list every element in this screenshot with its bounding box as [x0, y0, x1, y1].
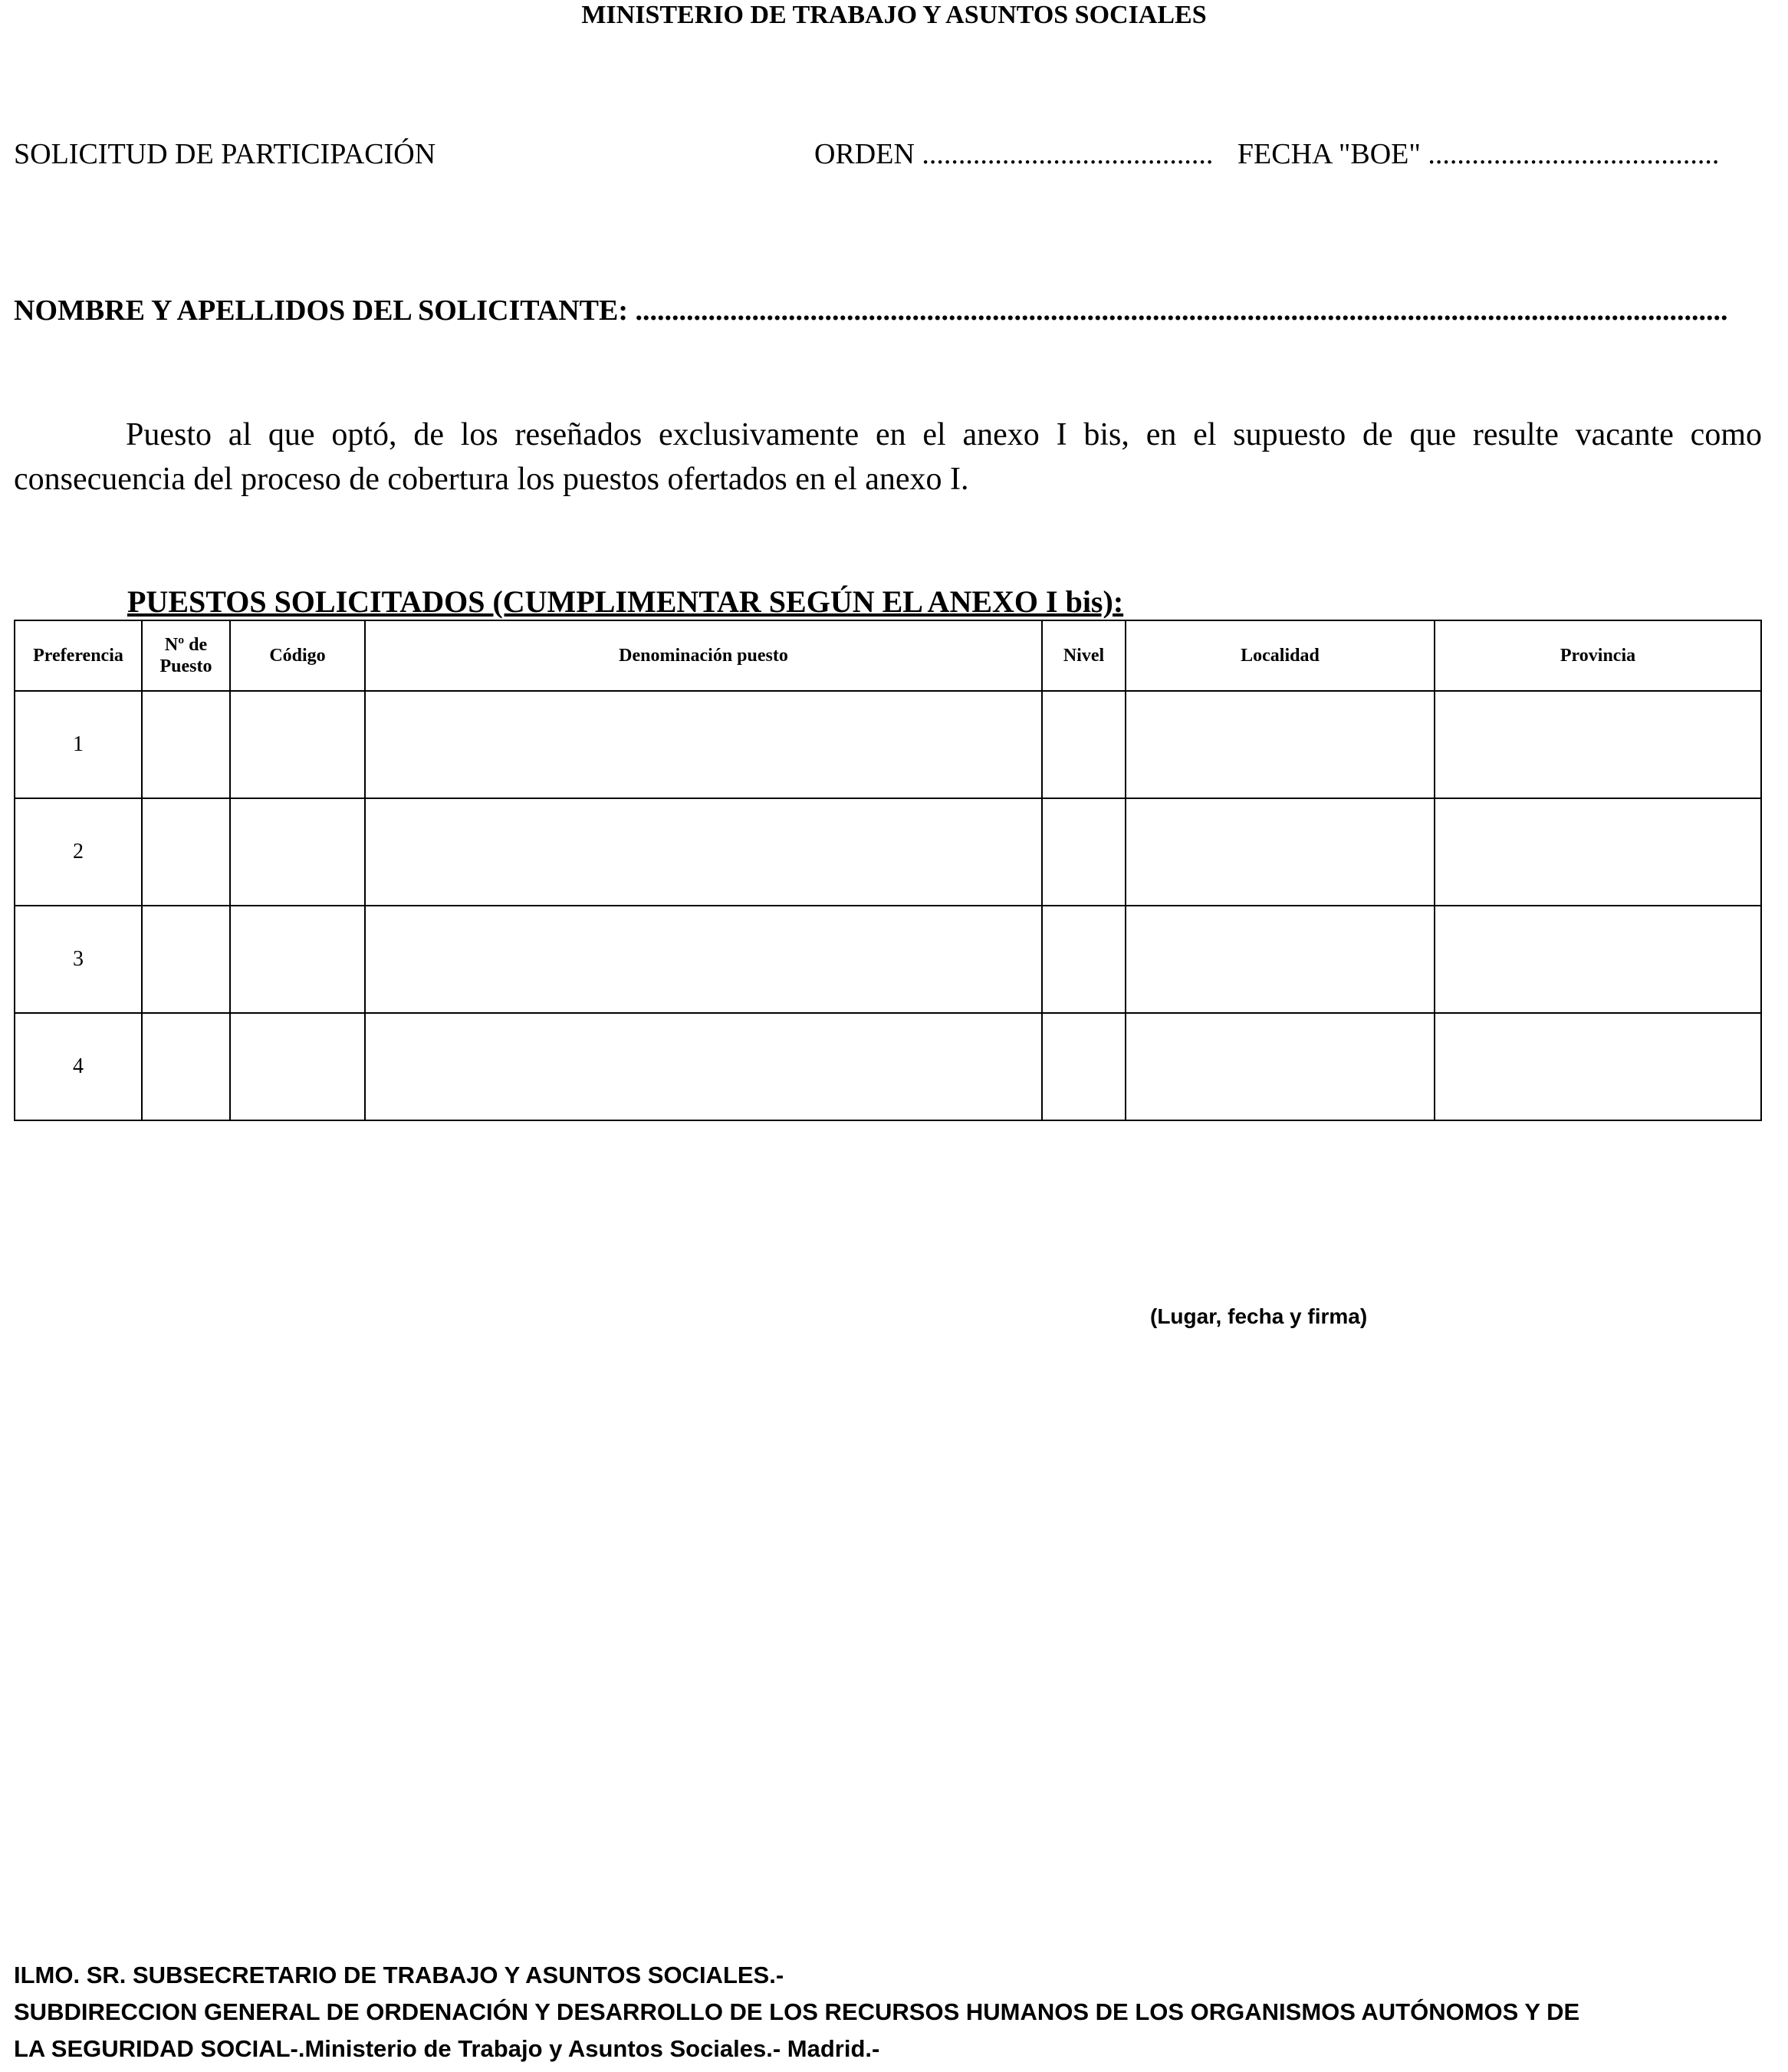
applicant-name-field[interactable]: ...................................................................................................................................................... — [635, 294, 1728, 327]
request-label: SOLICITUD DE PARTICIPACIÓN — [14, 138, 436, 170]
orden-field[interactable]: ........................................ — [922, 138, 1214, 170]
localidad-cell[interactable] — [1126, 906, 1435, 1013]
header-preferencia: Preferencia — [15, 620, 142, 691]
codigo-cell[interactable] — [230, 1013, 365, 1120]
localidad-cell[interactable] — [1126, 1013, 1435, 1120]
preferencia-cell: 4 — [15, 1013, 142, 1120]
header-num-puesto — [142, 620, 230, 691]
localidad-cell[interactable] — [1126, 691, 1435, 798]
table-row — [15, 798, 1761, 906]
header-provincia: Provincia — [1435, 620, 1761, 691]
footer-line-2: SUBDIRECCION GENERAL DE ORDENACIÓN Y DESARROLLO DE LOS RECURSOS HUMANOS DE LOS ORGANISMOS AUTÓNOMOS Y DE — [14, 1998, 1580, 2025]
orden-label: ORDEN — [814, 138, 915, 170]
table-header-row — [15, 620, 1761, 691]
header-num-puesto-line1: Nº de — [164, 635, 208, 655]
num-puesto-cell[interactable] — [142, 691, 230, 798]
header-num-puesto-line2: Puesto — [159, 656, 212, 676]
nivel-cell[interactable] — [1042, 1013, 1126, 1120]
table-row — [15, 691, 1761, 798]
preferencia-cell: 2 — [15, 798, 142, 906]
nivel-cell[interactable] — [1042, 691, 1126, 798]
denominacion-cell[interactable] — [365, 1013, 1042, 1120]
codigo-cell[interactable] — [230, 691, 365, 798]
fecha-boe-label: FECHA "BOE" — [1237, 138, 1421, 170]
header-nivel: Nivel — [1042, 620, 1126, 691]
nivel-cell[interactable] — [1042, 906, 1126, 1013]
table-row — [15, 906, 1761, 1013]
header-localidad: Localidad — [1126, 620, 1435, 691]
denominacion-cell[interactable] — [365, 906, 1042, 1013]
footer-line-3: LA SEGURIDAD SOCIAL-.Ministerio de Trabajo y Asuntos Sociales.- Madrid.- — [14, 2035, 880, 2062]
fecha-boe-field[interactable]: ........................................ — [1428, 138, 1720, 170]
num-puesto-cell[interactable] — [142, 798, 230, 906]
preferencia-cell: 3 — [15, 906, 142, 1013]
provincia-cell[interactable] — [1435, 691, 1761, 798]
header-denominacion: Denominación puesto — [365, 620, 1042, 691]
positions-table — [14, 620, 1762, 1121]
header-codigo: Código — [230, 620, 365, 691]
applicant-name-line — [14, 293, 1728, 328]
codigo-cell[interactable] — [230, 798, 365, 906]
provincia-cell[interactable] — [1435, 906, 1761, 1013]
localidad-cell[interactable] — [1126, 798, 1435, 906]
applicant-name-label: NOMBRE Y APELLIDOS DEL SOLICITANTE: — [14, 294, 628, 327]
nivel-cell[interactable] — [1042, 798, 1126, 906]
provincia-cell[interactable] — [1435, 798, 1761, 906]
table-row — [15, 1013, 1761, 1120]
orden-fecha-line — [814, 136, 1719, 172]
num-puesto-cell[interactable] — [142, 1013, 230, 1120]
page-title: MINISTERIO DE TRABAJO Y ASUNTOS SOCIALES — [581, 1, 1207, 29]
preferencia-cell: 1 — [15, 691, 142, 798]
denominacion-cell[interactable] — [365, 798, 1042, 906]
footer-address — [14, 1957, 1579, 2067]
footer-line-1: ILMO. SR. SUBSECRETARIO DE TRABAJO Y ASUNTOS SOCIALES.- — [14, 1962, 784, 1988]
table-title: PUESTOS SOLICITADOS (CUMPLIMENTAR SEGÚN EL ANEXO I bis): — [127, 584, 1124, 619]
num-puesto-cell[interactable] — [142, 906, 230, 1013]
denominacion-cell[interactable] — [365, 691, 1042, 798]
codigo-cell[interactable] — [230, 906, 365, 1013]
provincia-cell[interactable] — [1435, 1013, 1761, 1120]
signature-caption: (Lugar, fecha y firma) — [1150, 1304, 1368, 1328]
intro-paragraph: Puesto al que optó, de los reseñados exclusivamente en el anexo I bis, en el supuesto de que resulte vacante como consecuencia del proceso de cobertura los puestos ofertados en el anexo I. — [14, 417, 1762, 497]
